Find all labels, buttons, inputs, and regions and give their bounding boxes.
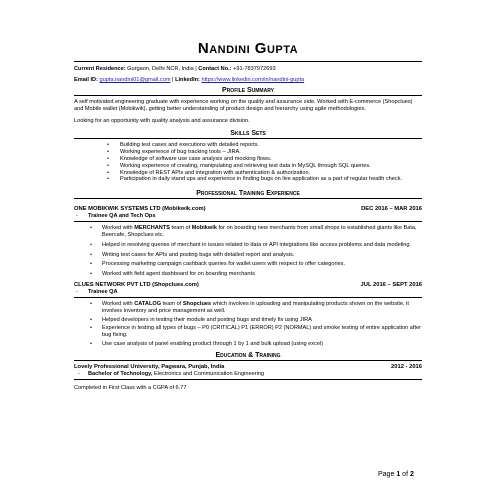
- degree-field: Electronics and Communication Engineering: [152, 370, 265, 377]
- linkedin-label: LinkedIn:: [175, 77, 200, 83]
- job-bullets-shopclues: [74, 301, 422, 348]
- contact-line-2: [74, 76, 422, 84]
- linkedin-link[interactable]: https://www.linkedin.com/in/nandini-gupta: [201, 77, 305, 83]
- profile-summary-text: A self motivated engineering graduate with experience working on the quality and assurance side. Worked with E-commerce (Shopclues) and Mobile wallet (Mobikwik), getting better understanding of product design and hierarchy using agile methodologies.: [74, 99, 413, 112]
- list-item: • Working experience of creating, manipulating and retrieving test data in MySQL through SQL queries.: [74, 163, 422, 170]
- list-item: • Worked with MERCHANTS team of Mobikwik for on boarding new merchants from small shops to established giants like Bata, Beercafe, Shopclues etc.: [74, 225, 422, 239]
- education-header: [74, 364, 422, 371]
- list-item: • Worked with CATALOG team of Shopclues which involves in uploading and manipulating products shown on the website, it involves inventory and price management as well.: [74, 301, 422, 315]
- list-item: • Participation in daily stand ups and experience in finding bugs on live application as a part of regular health check.: [74, 176, 422, 183]
- contact-value: +91-7837972693: [233, 66, 276, 72]
- list-item: • Knowledge of software use case analysis and mocking flows.: [74, 156, 422, 163]
- profile-goal-text: Looking for an opportunity with quality analysis and assurance division.: [74, 117, 250, 124]
- degree-title: Bachelor of Technology,: [88, 370, 153, 377]
- job-divider: [74, 297, 422, 298]
- job-role: Trainee QA: [88, 288, 118, 295]
- list-item: • Helped in resolving queries of merchant in issues related to data or API integrations like access problems and data modeling.: [74, 242, 422, 249]
- list-item: • Use case analysis of panel enabling product through 1 by 1 and bulk upload (using excel): [74, 341, 422, 348]
- job-header-mobikwik: [74, 206, 422, 213]
- education-divider: [74, 379, 422, 380]
- list-item: • Knowledge of REST APIs and integration with authentication & authorization.: [74, 170, 422, 177]
- education-heading: Education & Training: [74, 351, 422, 361]
- job-role-line: - Trainee QA and Tech Ops: [76, 213, 156, 220]
- job-company: CLUES NETWORK PVT LTD (Shopclues.com): [74, 281, 199, 288]
- job-divider: [74, 221, 422, 222]
- education-institution: Lovely Professional University, Pagwara, Punjab, India: [74, 363, 225, 370]
- job-dates: DEC 2016 – MAR 2016: [361, 206, 422, 213]
- list-item: • Processing marketing campaign cashback queries for wallet users with respect to offer categories.: [74, 261, 422, 268]
- resume-page: [74, 40, 422, 392]
- candidate-name: Nandini Gupta: [197, 40, 299, 57]
- education-degree: - Bachelor of Technology, Electronics and Communication Engineering: [78, 370, 265, 377]
- education-dates: 2012 - 2016: [391, 363, 422, 370]
- list-item: • Working experience of bug tracking tools – JIRA.: [74, 149, 422, 156]
- education-result: Completed in First Class with a CGPA of 6.77: [74, 384, 187, 391]
- job-role-line: - Trainee QA: [76, 288, 118, 295]
- skills-list: [74, 142, 422, 183]
- profile-summary-heading: Profile Summary: [74, 86, 422, 96]
- contact-line-1: [74, 65, 422, 73]
- name-divider: [74, 61, 422, 62]
- page-number: Page 1 of 2: [378, 471, 414, 478]
- email-label: Email ID:: [74, 77, 98, 83]
- skills-heading: Skills Sets: [74, 129, 422, 139]
- list-item: • Experience in testing all types of bugs – P0 (CRITICAL) P1 (ERROR) P2 (NORMAL) and smoke testing of entire application after bug fixing.: [74, 325, 422, 339]
- residence-value: Gurgaon, Delhi NCR, India |: [127, 66, 197, 72]
- contact-separator: |: [172, 77, 174, 83]
- email-link[interactable]: gupta.nandini01@gmail.com: [99, 77, 171, 83]
- training-heading: Professional Training Experience: [74, 189, 422, 199]
- job-bullets-mobikwik: [74, 225, 422, 278]
- list-item: • Worked with field agent dashboard for on boarding merchants: [74, 271, 422, 278]
- job-company: ONE MOBIKWIK SYSTEMS LTD (Mobikwik.com): [74, 206, 206, 213]
- job-role: Trainee QA and Tech Ops: [88, 213, 156, 220]
- list-item: • Writing test cases for APIs and posting bugs with detailed report and analysis.: [74, 252, 422, 259]
- list-item: • Building test cases and executions with detailed reports.: [74, 142, 422, 149]
- residence-label: Current Residence:: [74, 66, 126, 72]
- contact-label: Contact No.:: [198, 66, 232, 72]
- job-header-shopclues: [74, 282, 422, 289]
- list-item: • Helped developers in testing their module and posting bugs and timely fix using JIRA: [74, 317, 422, 324]
- job-dates: JUL 2016 – SEPT 2016: [360, 281, 422, 288]
